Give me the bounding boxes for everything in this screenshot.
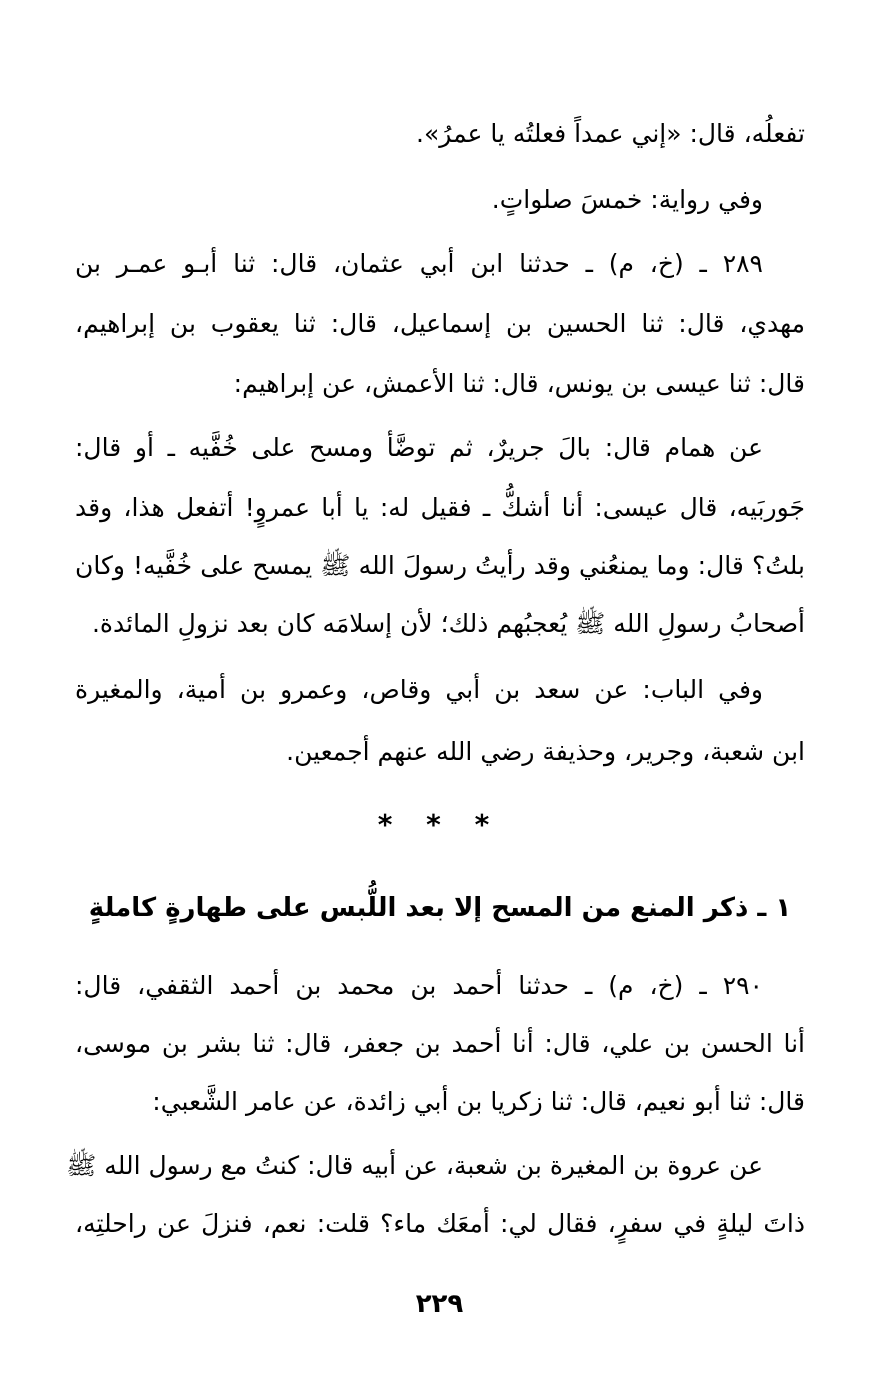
page-number: ٢٢٩ bbox=[415, 1289, 464, 1319]
hadith-290-line-1: ٢٩٠ ـ (خ، م) ـ حدثنا أحمد بن محمد بن أحمد الثقفي، قال: bbox=[75, 971, 763, 1000]
hadith-289-matn-line-1: عن همام قال: بالَ جريرٌ، ثم توضَّأ ومسح على خُفَّيه ـ أو قال: bbox=[75, 433, 763, 462]
hadith-289-matn-line-2: جَوربَيه، قال عيسى: أنا أشكُّ ـ فقيل له: يا أبا عمروٍ! أتفعل هذا، وقد bbox=[75, 493, 805, 522]
chapter-note-line-2: ابن شعبة، وجرير، وحذيفة رضي الله عنهم أجمعين. bbox=[286, 737, 805, 766]
hadith-290-matn-line-1: عن عروة بن المغيرة بن شعبة، عن أبيه قال: كنتُ مع رسول الله ﷺ bbox=[66, 1151, 763, 1180]
text-line-1: تفعلُه، قال: «إني عمداً فعلتُه يا عمرُ». bbox=[416, 119, 805, 148]
hadith-289-line-1: ٢٨٩ ـ (خ، م) ـ حدثنا ابن أبي عثمان، قال: ثنا أبـو عمـر بن bbox=[75, 249, 763, 278]
hadith-290-line-2: أنا الحسن بن علي، قال: أنا أحمد بن جعفر، قال: ثنا بشر بن موسى، bbox=[75, 1029, 805, 1058]
hadith-290-line-3: قال: ثنا أبو نعيم، قال: ثنا زكريا بن أبي زائدة، عن عامر الشَّعبي: bbox=[152, 1087, 805, 1116]
section-heading: ١ ـ ذكر المنع من المسح إلا بعد اللُّبس على طهارةٍ كاملةٍ bbox=[88, 893, 792, 923]
hadith-289-line-2: مهدي، قال: ثنا الحسين بن إسماعيل، قال: ثنا يعقوب بن إبراهيم، bbox=[75, 309, 805, 338]
hadith-289-matn-line-3: بلتُ؟ قال: وما يمنعُني وقد رأيتُ رسولَ الله ﷺ يمسح على خُفَّيه! وكان bbox=[75, 551, 805, 580]
hadith-290-matn-line-2: ذاتَ ليلةٍ في سفرٍ، فقال لي: أمعَك ماء؟ قلت: نعم، فنزلَ عن راحلتِه، bbox=[75, 1209, 805, 1238]
hadith-289-matn-line-4: أصحابُ رسولِ الله ﷺ يُعجبُهم ذلك؛ لأن إسلامَه كان بعد نزولِ المائدة. bbox=[91, 609, 805, 638]
hadith-289-line-3: قال: ثنا عيسى بن يونس، قال: ثنا الأعمش، عن إبراهيم: bbox=[233, 369, 805, 398]
text-line-2: وفي رواية: خمسَ صلواتٍ. bbox=[491, 185, 763, 214]
section-separator: * * * bbox=[377, 808, 502, 841]
chapter-note-line-1: وفي الباب: عن سعد بن أبي وقاص، وعمرو بن أمية، والمغيرة bbox=[75, 675, 763, 704]
